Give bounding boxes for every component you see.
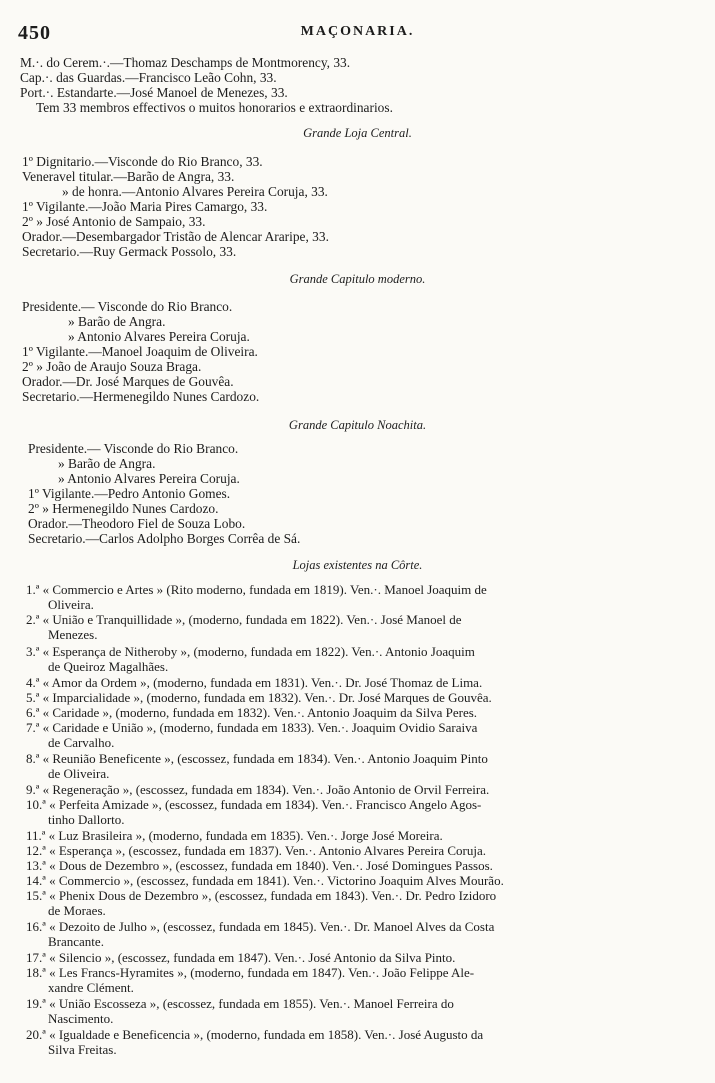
loja-entry: [26, 859, 696, 874]
section-line: 2º » João de Araujo Souza Braga.: [22, 359, 202, 374]
loja-text: 17.ª « Silencio », (escossez, fundada em 1847). Ven.·. José Antonio da Silva Pinto.: [26, 950, 456, 965]
loja-entry: [26, 966, 696, 995]
section-line: Presidente.— Visconde do Rio Branco.: [22, 299, 233, 314]
loja-text: 7.ª « Caridade e União », (moderno, fundada em 1833). Ven.·. Joaquim Ovidio Saraiva: [26, 720, 478, 735]
section-line: Orador.—Desembargador Tristão de Alencar Araripe, 33.: [22, 229, 329, 244]
loja-entry: [26, 613, 696, 642]
loja-text: 4.ª « Amor da Ordem », (moderno, fundada em 1831). Ven.·. Dr. José Thomaz de Lima.: [26, 675, 483, 690]
loja-entry: [26, 920, 696, 949]
section-heading: Grande Capitulo moderno.: [289, 272, 426, 286]
loja-text: 8.ª « Reunião Beneficente », (escossez, fundada em 1834). Ven.·. Antonio Joaquim Pinto: [26, 751, 488, 766]
loja-entry: [26, 829, 696, 844]
loja-entry: [26, 889, 696, 918]
loja-text: 12.ª « Esperança », (escossez, fundada em 1837). Ven.·. Antonio Alvares Pereira Coruja.: [26, 843, 487, 858]
loja-text: 9.ª « Regeneração », (escossez, fundada em 1834). Ven.·. João Antonio de Orvil Ferreira.: [26, 782, 490, 797]
loja-entry: [26, 645, 696, 674]
loja-continuation: tinho Dallorto.: [48, 811, 125, 827]
intro-line: M.·. do Cerem.·.—Thomaz Deschamps de Montmorency, 33.: [20, 55, 351, 70]
section-line: Orador.—Dr. José Marques de Gouvêa.: [22, 374, 234, 389]
loja-text: 19.ª « União Escosseza », (escossez, fundada em 1855). Ven.·. Manoel Ferreira do: [26, 996, 454, 1011]
loja-text: 18.ª « Les Francs-Hyramites », (moderno, fundada em 1847). Ven.·. João Felippe Ale-: [26, 965, 475, 980]
page-number: 450: [18, 22, 51, 44]
section-line: 2º » Hermenegildo Nunes Cardozo.: [28, 501, 219, 516]
loja-text: 1.ª « Commercio e Artes » (Rito moderno, fundada em 1819). Ven.·. Manoel Joaquim de: [26, 582, 487, 597]
lojas-heading: Lojas existentes na Côrte.: [292, 558, 423, 572]
loja-entry: [26, 874, 696, 889]
loja-continuation: Menezes.: [48, 626, 98, 642]
section-heading: Grande Loja Central.: [303, 126, 412, 140]
section-line: 1º Vigilante.—Manoel Joaquim de Oliveira.: [22, 344, 258, 359]
loja-text: 10.ª « Perfeita Amizade », (escossez, fundada em 1834). Ven.·. Francisco Angelo Agos-: [26, 797, 482, 812]
loja-text: 6.ª « Caridade », (moderno, fundada em 1832). Ven.·. Antonio Joaquim da Silva Peres.: [26, 705, 478, 720]
section-line: » Barão de Angra.: [58, 456, 156, 471]
section-line: Secretario.—Carlos Adolpho Borges Corrêa de Sá.: [28, 531, 301, 546]
section-line: 1º Vigilante.—Pedro Antonio Gomes.: [28, 486, 231, 501]
loja-entry: [26, 706, 696, 721]
loja-continuation: Silva Freitas.: [48, 1041, 117, 1057]
loja-continuation: de Oliveira.: [48, 765, 110, 781]
loja-text: 16.ª « Dezoito de Julho », (escossez, fundada em 1845). Ven.·. Dr. Manoel Alves da Costa: [26, 919, 495, 934]
loja-entry: [26, 752, 696, 781]
loja-continuation: Brancante.: [48, 933, 104, 949]
intro-line: Port.·. Estandarte.—José Manoel de Menezes, 33.: [20, 85, 288, 100]
loja-entry: [26, 844, 696, 859]
section-line: » de honra.—Antonio Alvares Pereira Coruja, 33.: [62, 184, 328, 199]
section-line: » Barão de Angra.: [68, 314, 166, 329]
loja-entry: [26, 997, 696, 1026]
loja-entry: [26, 1028, 696, 1057]
loja-text: 14.ª « Commercio », (escossez, fundada em 1841). Ven.·. Victorino Joaquim Alves Mourão.: [26, 873, 504, 888]
loja-continuation: de Carvalho.: [48, 734, 115, 750]
section-line: Orador.—Theodoro Fiel de Souza Lobo.: [28, 516, 246, 531]
running-head: MAÇONARIA.: [300, 24, 415, 39]
loja-text: 13.ª « Dous de Dezembro », (escossez, fundada em 1840). Ven.·. José Domingues Passos.: [26, 858, 493, 873]
section-line: Secretario.—Hermenegildo Nunes Cardozo.: [22, 389, 260, 404]
loja-continuation: xandre Clément.: [48, 979, 134, 995]
intro-line: Cap.·. das Guardas.—Francisco Leão Cohn, 33.: [20, 70, 277, 85]
section-line: Presidente.— Visconde do Rio Branco.: [28, 441, 239, 456]
loja-continuation: Oliveira.: [48, 596, 94, 612]
loja-entry: [26, 676, 696, 691]
loja-text: 20.ª « Igualdade e Beneficencia », (moderno, fundada em 1858). Ven.·. José Augusto da: [26, 1027, 484, 1042]
loja-text: 3.ª « Esperança de Nitheroby », (moderno, fundada em 1822). Ven.·. Antonio Joaquim: [26, 644, 475, 659]
loja-entry: [26, 783, 696, 798]
loja-entry: [26, 951, 696, 966]
loja-text: 11.ª « Luz Brasileira », (moderno, fundada em 1835). Ven.·. Jorge José Moreira.: [26, 828, 443, 843]
section-heading: Grande Capitulo Noachita.: [288, 418, 427, 432]
section-line: Veneravel titular.—Barão de Angra, 33.: [22, 169, 235, 184]
loja-text: 5.ª « Imparcialidade », (moderno, fundada em 1832). Ven.·. Dr. José Marques de Gouvêa.: [26, 690, 492, 705]
section-line: » Antonio Alvares Pereira Coruja.: [58, 471, 240, 486]
loja-entry: [26, 691, 696, 706]
loja-entry: [26, 798, 696, 827]
loja-text: 2.ª « União e Tranquillidade », (moderno, fundada em 1822). Ven.·. José Manoel de: [26, 612, 462, 627]
loja-continuation: de Queiroz Magalhães.: [48, 658, 169, 674]
loja-entry: [26, 583, 696, 612]
section-line: » Antonio Alvares Pereira Coruja.: [68, 329, 250, 344]
loja-entry: [26, 721, 696, 750]
section-line: Secretario.—Ruy Germack Possolo, 33.: [22, 244, 237, 259]
section-line: 1º Vigilante.—João Maria Pires Camargo, 33.: [22, 199, 268, 214]
loja-continuation: Nascimento.: [48, 1010, 114, 1026]
section-line: 2º » José Antonio de Sampaio, 33.: [22, 214, 206, 229]
intro-line: Tem 33 membros effectivos o muitos honorarios e extraordinarios.: [36, 100, 393, 115]
loja-continuation: de Moraes.: [48, 902, 106, 918]
loja-text: 15.ª « Phenix Dous de Dezembro », (escossez, fundada em 1843). Ven.·. Dr. Pedro Izidoro: [26, 888, 497, 903]
section-line: 1º Dignitario.—Visconde do Rio Branco, 33.: [22, 154, 263, 169]
